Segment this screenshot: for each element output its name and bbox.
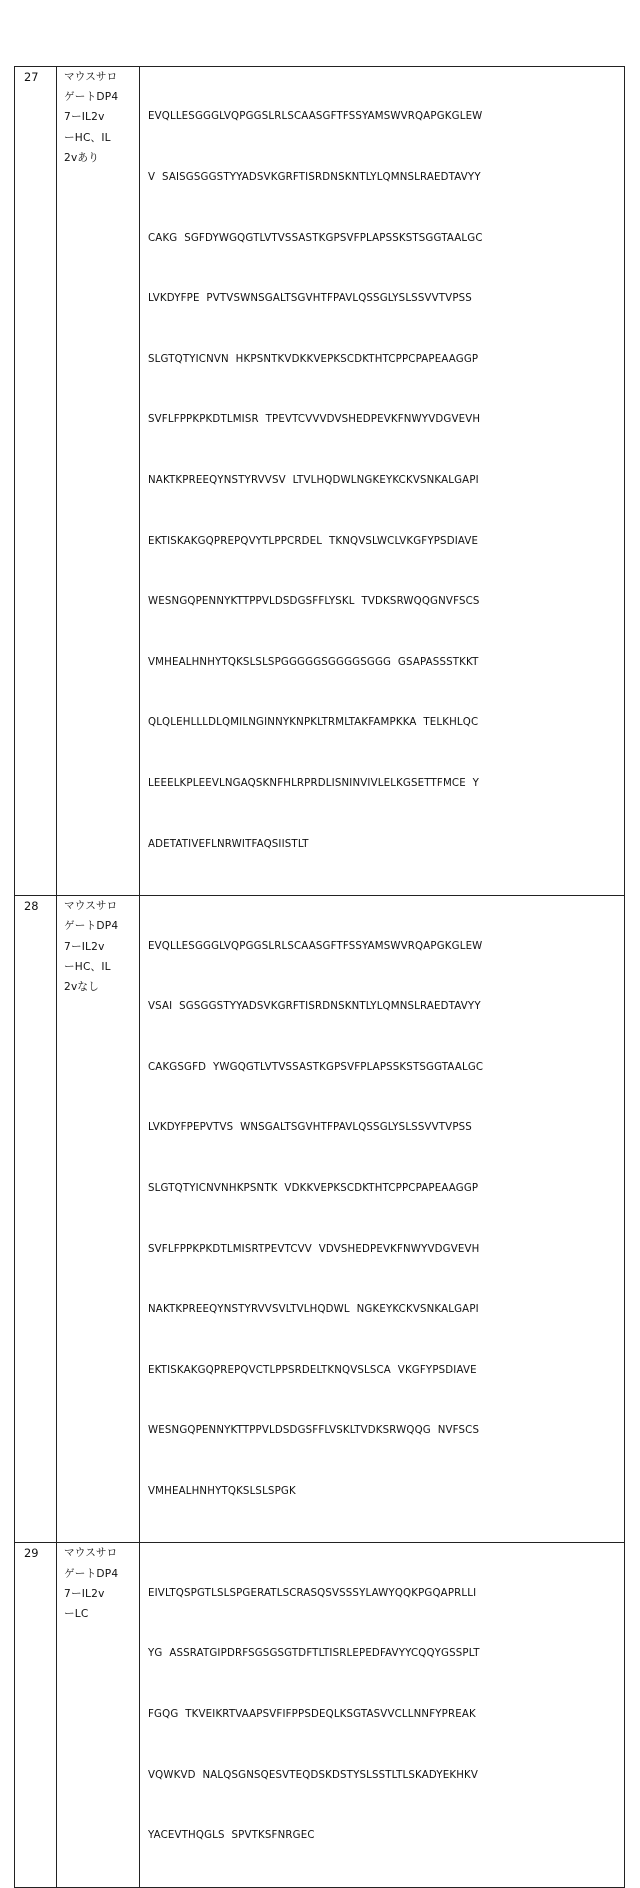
name-line: ゲートDP4 (64, 1564, 139, 1584)
name-line: ーHC、IL (64, 957, 139, 977)
sequence-table (14, 66, 625, 1888)
name-line: 2vあり (64, 148, 139, 168)
sequence-line: NAKTKPREEQYNSTYRVVSVLTVLHQDWL NGKEYKCKVSNKALGAPI (148, 1300, 624, 1320)
sequence-line: EIVLTQSPGTLSLSPGERATLSCRASQSVSSSYLAWYQQKPGQAPRLLI (148, 1584, 624, 1604)
sequence-line: LVKDYFPEPVTVS WNSGALTSGVHTFPAVLQSSGLYSLSSVVTVPSS (148, 1118, 624, 1138)
sequence-line: YACEVTHQGLS SPVTKSFNRGEC (148, 1826, 624, 1846)
sequence-line: CAKGSGFD YWGQGTLVTVSSASTKGPSVFPLAPSSKSTSGGTAALGC (148, 1058, 624, 1078)
sequence-line: CAKG SGFDYWGQGTLVTVSSASTKGPSVFPLAPSSKSTSGGTAALGC (148, 229, 624, 249)
construct-name (57, 67, 140, 896)
name-line: 7ーIL2v (64, 1584, 139, 1604)
sequence-line: EKTISKAKGQPREPQVYTLPPCRDEL TKNQVSLWCLVKGFYPSDIAVE (148, 532, 624, 552)
sequence-cell (140, 67, 625, 896)
sequence-line: VQWKVD NALQSGNSQESVTEQDSKDSTYSLSSTLTLSKADYEKHKV (148, 1766, 624, 1786)
sequence-line: YG ASSRATGIPDRFSGSGSGTDFTLTISRLEPEDFAVYYCQQYGSSPLT (148, 1644, 624, 1664)
sequence-line: EVQLLESGGGLVQPGGSLRLSCAASGFTFSSYAMSWVRQAPGKGLEW (148, 107, 624, 127)
sequence-line: EVQLLESGGGLVQPGGSLRLSCAASGFTFSSYAMSWVRQAPGKGLEW (148, 937, 624, 957)
sequence-line: LVKDYFPE PVTVSWNSGALTSGVHTFPAVLQSSGLYSLSSVVTVPSS (148, 289, 624, 309)
construct-name (57, 896, 140, 1543)
sequence-line: WESNGQPENNYKTTPPVLDSDGSFFLVSKLTVDKSRWQQG NVFSCS (148, 1421, 624, 1441)
sequence-line: VMHEALHNHYTQKSLSLSPGGGGGSGGGGSGGG GSAPASSSTKKT (148, 653, 624, 673)
sequence-line: SVFLFPPKPKDTLMISR TPEVTCVVVDVSHEDPEVKFNWYVDGVEVH (148, 410, 624, 430)
name-line: 2vなし (64, 977, 139, 997)
name-line: マウスサロ (64, 896, 139, 916)
name-line: ゲートDP4 (64, 916, 139, 936)
name-line: 7ーIL2v (64, 107, 139, 127)
sequence-line: VSAI SGSGGSTYYADSVKGRFTISRDNSKNTLYLQMNSLRAEDTAVYY (148, 997, 624, 1017)
table-row (15, 1543, 625, 1887)
sequence-line: LEEELKPLEEVLNGAQSKNFHLRPRDLISNINVIVLELKGSETTFMCE Y (148, 774, 624, 794)
sequence-line: NAKTKPREEQYNSTYRVVSV LTVLHQDWLNGKEYKCKVSNKALGAPI (148, 471, 624, 491)
name-line: マウスサロ (64, 1543, 139, 1563)
sequence-line: SLGTQTYICNVN HKPSNTKVDKKVEPKSCDKTHTCPPCPAPEAAGGP (148, 350, 624, 370)
name-line: ーLC (64, 1604, 139, 1624)
table-row (15, 896, 625, 1543)
name-line: ーHC、IL (64, 128, 139, 148)
name-line: ゲートDP4 (64, 87, 139, 107)
sequence-line: ADETATIVEFLNRWITFAQSIISTLT (148, 835, 624, 855)
row-number: 28 (15, 896, 57, 1543)
sequence-line: V SAISGSGGSTYYADSVKGRFTISRDNSKNTLYLQMNSLRAEDTAVYY (148, 168, 624, 188)
sequence-line: FGQG TKVEIKRTVAAPSVFIFPPSDEQLKSGTASVVCLLNNFYPREAK (148, 1705, 624, 1725)
row-number: 27 (15, 67, 57, 896)
name-line: 7ーIL2v (64, 937, 139, 957)
sequence-line: SLGTQTYICNVNHKPSNTK VDKKVEPKSCDKTHTCPPCPAPEAAGGP (148, 1179, 624, 1199)
sequence-line: WESNGQPENNYKTTPPVLDSDGSFFLYSKL TVDKSRWQQGNVFSCS (148, 592, 624, 612)
table-row (15, 67, 625, 896)
row-number: 29 (15, 1543, 57, 1887)
sequence-cell (140, 896, 625, 1543)
sequence-line: VMHEALHNHYTQKSLSLSPGK (148, 1482, 624, 1502)
construct-name (57, 1543, 140, 1887)
sequence-line: SVFLFPPKPKDTLMISRTPEVTCVV VDVSHEDPEVKFNWYVDGVEVH (148, 1240, 624, 1260)
sequence-line: QLQLEHLLLDLQMILNGINNYKNPKLTRMLTAKFAMPKKA TELKHLQC (148, 713, 624, 733)
name-line: マウスサロ (64, 67, 139, 87)
sequence-line: EKTISKAKGQPREPQVCTLPPSRDELTKNQVSLSCA VKGFYPSDIAVE (148, 1361, 624, 1381)
sequence-cell (140, 1543, 625, 1887)
